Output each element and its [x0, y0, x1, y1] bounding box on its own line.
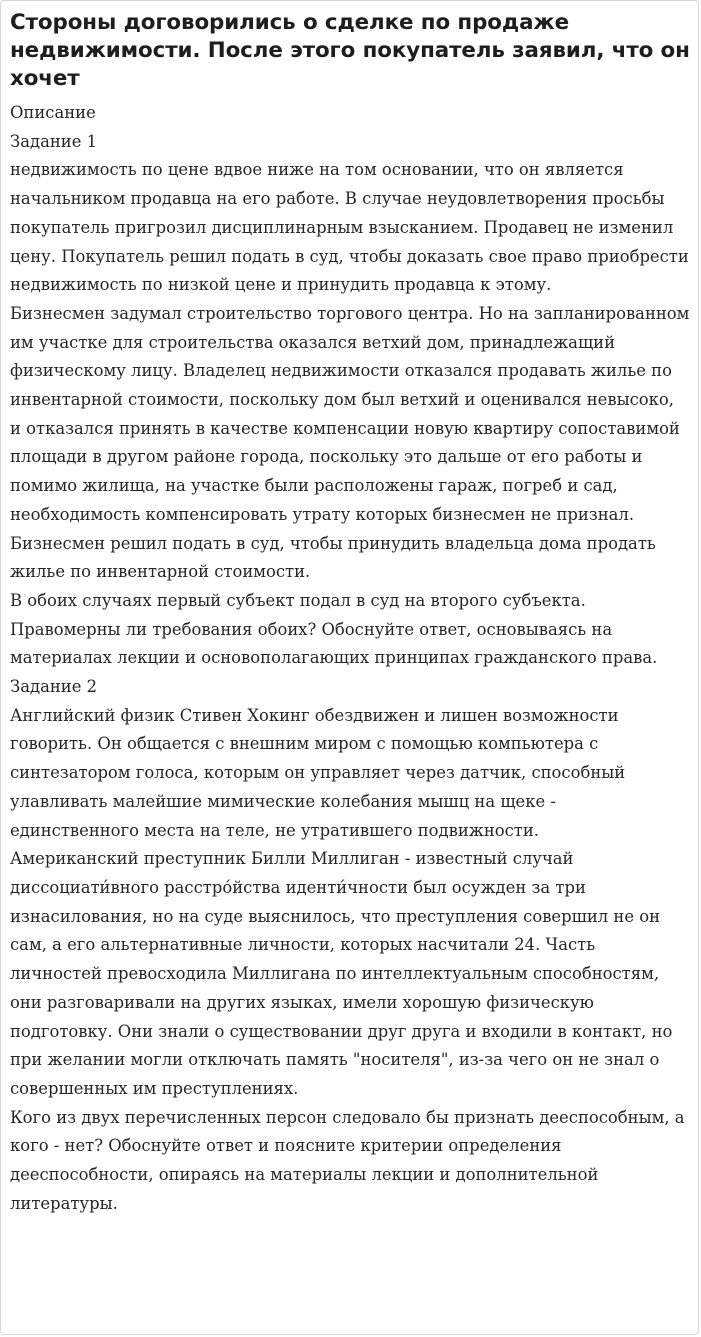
task-body [10, 99, 695, 1218]
task1-label: Задание 1 [10, 131, 98, 151]
task-content [1, 1, 698, 1218]
task1-paragraph: недвижимость по цене вдвое ниже на том основании, что он является начальником продавца на его работе. В случае неудовлетворения просьбы покупатель пригрозил дисциплинарным взысканием. Продавец не изменил цену. Покупатель решил подать в суд, чтобы доказать свое право приобрести недвижимость по низкой цене и принудить продавца к этому. [10, 160, 695, 295]
description-label: Описание [10, 103, 96, 122]
task1-paragraph: Бизнесмен задумал строительство торгового центра. Но на запланированном им участке для строительства оказался ветхий дом, принадлежащий физическому лицу. Владелец недвижимости отказался продавать жилье по инвентарной стоимости, поскольку дом был ветхий и оценивался невысоко, и отказался принять в качестве компенсации новую квартиру сопоставимой площади в другом районе города, поскольку это дальше от его работы и помимо жилища, на участке были расположены гараж, погреб и сад, необходимость компенсировать утрату которых бизнесмен не признал. Бизнесмен решил подать в суд, чтобы принудить владельца дома продать жилье по инвентарной стоимости. [10, 303, 695, 582]
task2-label: Задание 2 [10, 677, 98, 697]
task2-paragraph: Кого из двух перечисленных персон следовало бы признать дееспособным, а кого - нет? Обоснуйте ответ и поясните критерии определения дееспособности, опираясь на материалы лекции и дополнительной литературы. [10, 1107, 690, 1213]
task1-paragraph: В обоих случаях первый субъект подал в суд на второго субъекта. Правомерны ли требования обоих? Обоснуйте ответ, основываясь на материалах лекции и основополагающих принципах гражданского права. [10, 590, 658, 668]
task2-paragraph: Американский преступник Билли Миллиган - известный случай диссоциати́вного расстро́йства иденти́чности был осужден за три изнасилования, но на суде выяснилось, что преступления совершил не он сам, а его альтернативные личности, которых насчитали 24. Часть личностей превосходила Миллигана по интеллектуальным способностям, они разговаривали на других языках, имели хорошую физическую подготовку. Они знали о существовании друг друга и входили в контакт, но при желании могли отключать память "носителя", из-за чего он не знал о совершенных им преступлениях. [10, 849, 678, 1098]
page-title: Стороны договорились о сделке по продаже недвижимости. После этого покупатель заявил, что он хочет [10, 10, 690, 91]
task2-paragraph: Английский физик Стивен Хокинг обездвижен и лишен возможности говорить. Он общается с внешним миром с помощью компьютера с синтезатором голоса, которым он управляет через датчик, способный улавливать малейшие мимические колебания мышц на щеке - единственного места на теле, не утратившего подвижности. [10, 705, 631, 840]
